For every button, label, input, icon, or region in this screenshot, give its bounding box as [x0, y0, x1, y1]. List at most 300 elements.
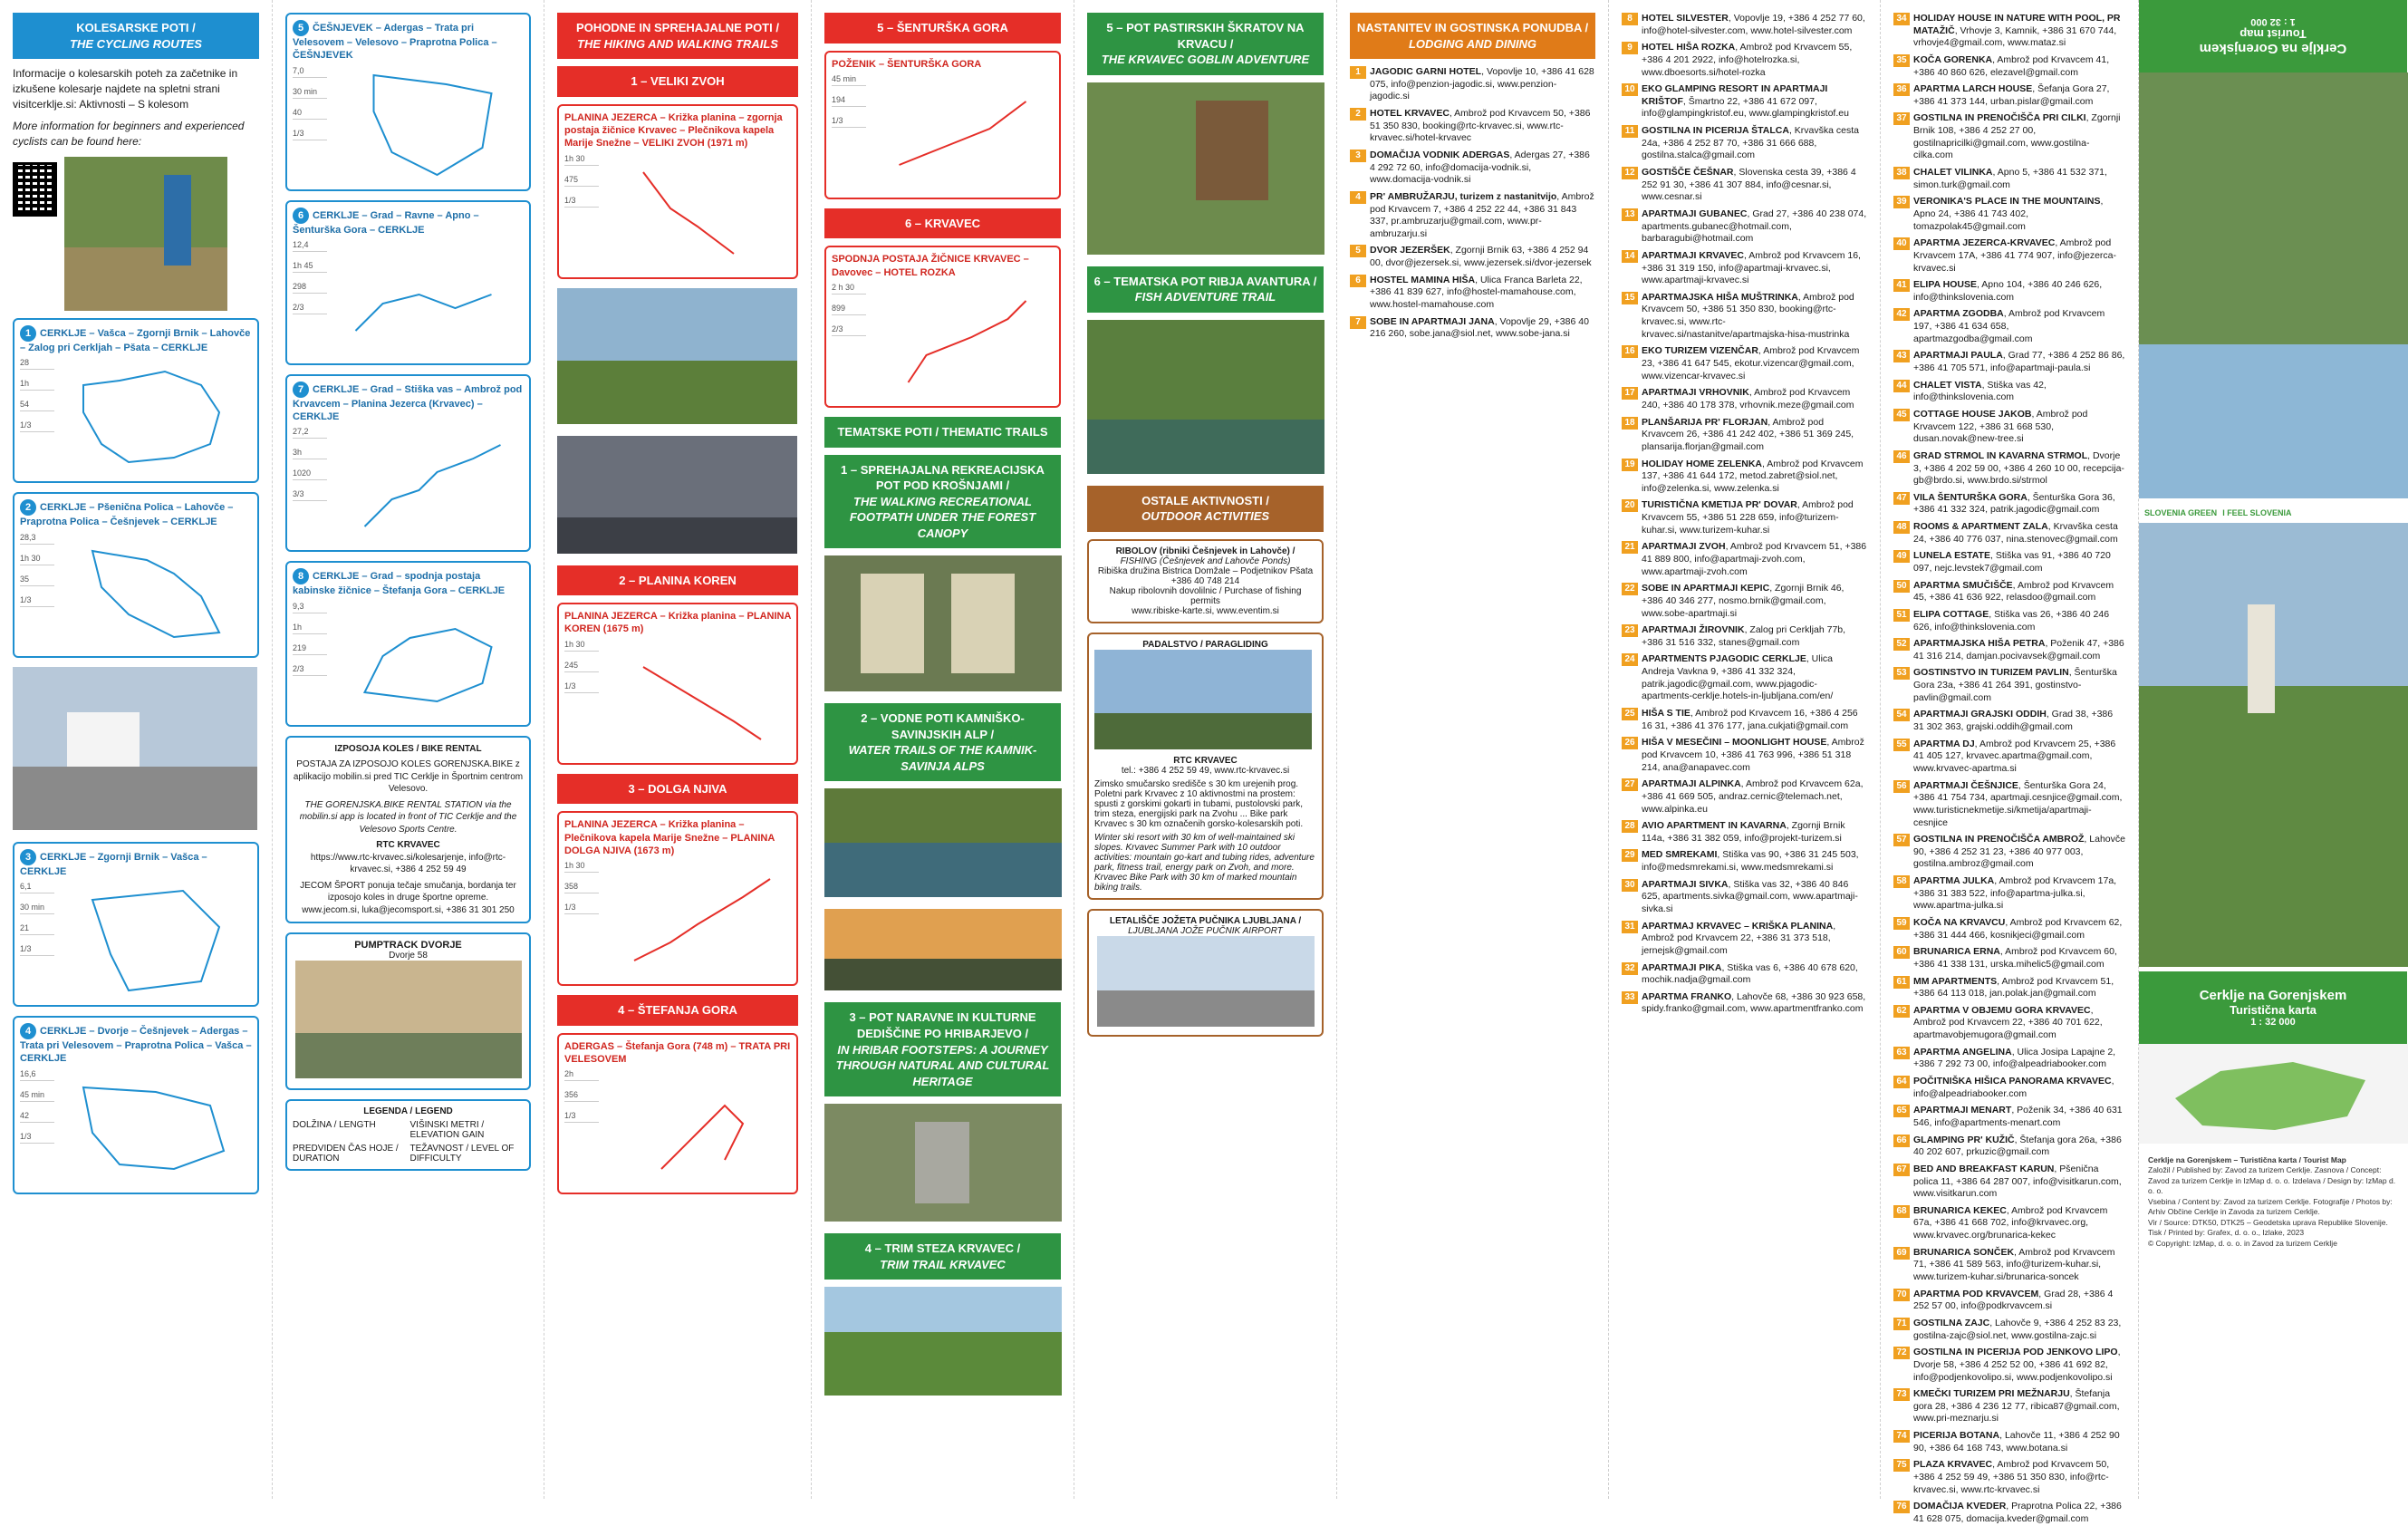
lodging-name: APARTMAJI PIKA	[1642, 961, 1722, 973]
lodging-contact: Ambrož pod Krvavcem 22, +386 31 373 518, jernejsk@gmail.com	[1642, 932, 1831, 956]
lodging-number: 10	[1622, 83, 1638, 96]
hiking-subtitle: THE HIKING AND WALKING TRAILS	[577, 36, 778, 51]
lodging-text: PLAZA KRVAVEC, Ambrož pod Krvavcem 50, +386 4 252 59 49, +386 51 350 830, info@rtc-krvavec.si, www.rtc-krvavec.si	[1913, 1459, 2110, 1495]
lodging-contact: Apno 5, +386 41 532 371, simon.turk@gmail.com	[1913, 167, 2107, 190]
lodging-contact: Ambrož pod Krvavcem 51, +386 64 113 018, jan.polak.jan@gmail.com	[1913, 975, 2114, 1000]
theme-title: 3 – POT NARAVNE IN KULTURNE DEDIŠČINE PO HRIBARJEVO /	[849, 1010, 1036, 1040]
airport-box	[1087, 909, 1324, 1037]
lodging-contact: Ambrož pod Krvavcem 51, +386 41 889 800, info@apartmaji-zvoh.com, www.apartmaji-zvoh.com	[1642, 541, 1867, 577]
lodging-number: 70	[1893, 1289, 1910, 1301]
fishing-box	[1087, 539, 1324, 623]
lodging-item[interactable]	[1622, 991, 1867, 1016]
lodging-number: 9	[1622, 42, 1638, 54]
lodging-item[interactable]	[1893, 976, 2125, 1000]
lodging-text: APARTMAJI ŽIROVNIK, Zalog pri Cerkljah 77b, +386 31 516 332, stanes@gmail.com	[1642, 624, 1846, 648]
lodging-item[interactable]	[1350, 108, 1595, 145]
lodging-number: 66	[1893, 1135, 1910, 1147]
hike-2-header: 2 – PLANINA KOREN	[557, 565, 798, 596]
lodging-number: 33	[1622, 991, 1638, 1004]
lodging-text: KOČA NA KRVAVCU, Ambrož pod Krvavcem 62, +386 31 444 466, kosnikjeci@gmail.com	[1913, 917, 2123, 941]
lodging-item[interactable]	[1893, 54, 2125, 79]
other-title: OSTALE AKTIVNOSTI /	[1141, 493, 1269, 507]
lodging-item[interactable]	[1622, 962, 1867, 987]
lodging-item[interactable]	[1622, 208, 1867, 246]
lodging-text: APARTMAJ KRVAVEC – KRIŠKA PLANINA, Ambrož pod Krvavcem 22, +386 31 373 518, jernejsk@gmail.com	[1642, 920, 1836, 956]
pumptrack-sub: Dvorje 58	[389, 951, 428, 961]
lodging-text: EKO TURIZEM VIZENČAR, Ambrož pod Krvavcem 23, +386 41 647 545, ekotur.vizencar@gmail.com, www.vizencar-krvavec.si	[1642, 345, 1860, 382]
lodging-text: APARTMAJSKA HIŠA MUŠTRINKA, Ambrož pod Krvavcem 50, +386 51 350 830, booking@rtc-krvavec.si, www.rtc-krvavec.si/nastanitve/apartmajska-hisa-mustrinka	[1642, 291, 1854, 340]
lodging-text: APARTMA DJ, Ambrož pod Krvavcem 25, +386 41 405 127, krvavec.apartma@gmail.com, www.krvavec-apartma.si	[1913, 738, 2116, 774]
route-map	[60, 1069, 252, 1187]
lodging-text: APARTMA POD KRVAVCEM, Grad 28, +386 4 252 57 00, info@podkrvavcem.si	[1913, 1288, 2114, 1312]
lodging-item[interactable]	[1893, 1388, 2125, 1425]
lodging-item[interactable]	[1893, 1430, 2125, 1454]
lodging-number: 13	[1622, 208, 1638, 221]
route-stats: 7,0 30 min 40 1/3	[293, 66, 327, 184]
lodging-item[interactable]	[1893, 1501, 2125, 1525]
cycling-route-6[interactable]	[285, 200, 531, 365]
lodging-contact: Grad 28, +386 4 252 57 00, info@podkrvavcem.si	[1913, 1288, 2114, 1312]
lodging-item[interactable]	[1893, 1047, 2125, 1071]
route-stats: 28 1h 54 1/3	[20, 358, 54, 476]
hike-6-card[interactable]	[824, 246, 1061, 408]
lodging-item[interactable]	[1893, 875, 2125, 913]
theme-title-en: THE WALKING RECREATIONAL FOOTPATH UNDER THE FOREST CANOPY	[849, 494, 1036, 540]
slovenia-map	[2139, 1044, 2408, 1144]
hike-2-card[interactable]	[557, 603, 798, 765]
route-number: 2	[20, 499, 36, 516]
rtc-text-en: Winter ski resort with 30 km of well-maintained ski slopes. Krvavec Summer Park with 10 outdoor activities: mountain go-kart and tubing rides, adventure park, fitness trail, energy park on Zvoh, and more. Krvavec Bike Park with 30 km of marked mountain biking trails.	[1094, 832, 1315, 893]
lodging-text: PLANŠARIJA PR' FLORJAN, Ambrož pod Krvavcem 26, +386 41 242 402, +386 51 369 245, plansarija.florjan@gmail.com	[1642, 416, 1854, 452]
lodging-text: POČITNIŠKA HIŠICA PANORAMA KRVAVEC, info@alpeadriabooker.com	[1913, 1076, 2114, 1099]
lodging-item[interactable]	[1893, 380, 2125, 404]
lodging-item[interactable]	[1893, 196, 2125, 233]
other-subtitle: OUTDOOR ACTIVITIES	[1141, 509, 1270, 524]
theme-title-en: FISH ADVENTURE TRAIL	[1134, 290, 1276, 304]
theme-title-en: WATER TRAILS OF THE KAMNIK-SAVINJA ALPS	[848, 743, 1037, 773]
lodging-number: 51	[1893, 609, 1910, 622]
lodging-number: 34	[1893, 13, 1910, 25]
paragliding-box	[1087, 633, 1324, 900]
lodging-item[interactable]	[1622, 345, 1867, 382]
lodging-text: HOTEL HIŠA ROZKA, Ambrož pod Krvavcem 55, +386 4 201 2922, info@hotelrozka.si, www.dboesorts.si/hotel-rozka	[1642, 42, 1853, 78]
fishing-url[interactable]: www.ribiske-karte.si, www.eventim.si	[1132, 605, 1279, 616]
hike-1-header: 1 – VELIKI ZVOH	[557, 66, 798, 97]
lodging-item[interactable]	[1893, 1318, 2125, 1342]
lodging-item[interactable]	[1893, 1164, 2125, 1201]
route-map	[872, 74, 1054, 192]
lodging-item[interactable]	[1893, 308, 2125, 345]
rental-title: IZPOSOJA KOLES / BIKE RENTAL	[334, 743, 482, 754]
lodging-number: 29	[1622, 849, 1638, 862]
theme-title-en: TRIM TRAIL KRVAVEC	[880, 1257, 1006, 1271]
lodging-list	[1893, 13, 2125, 1526]
cycling-header	[13, 13, 259, 59]
lodging-contact: Dvorje 58, +386 4 252 52 00, +386 41 692 82, info@podjenkovolipo.si, www.podjenkovolipo.si	[1913, 1358, 2113, 1383]
lodging-item[interactable]	[1893, 13, 2125, 50]
lodging-name: HOLIDAY HOUSE IN NATURE WITH POOL, PR MATAŽIČ	[1913, 13, 2121, 36]
lodging-item[interactable]	[1893, 609, 2125, 633]
lodging-number: 41	[1893, 279, 1910, 292]
copyright: © Copyright: IzMap, d. o. o. in Zavod za turizem Cerklje	[2148, 1238, 2337, 1248]
theme-4-header	[824, 1233, 1061, 1280]
lodging-name: APARTMA ZGODBA	[1913, 308, 2004, 320]
bust-photo	[824, 1104, 1061, 1222]
lodging-number: 1	[1350, 66, 1366, 79]
lodging-name: HOTEL KRVAVEC	[1370, 108, 1450, 120]
lodging-contact: Ambrož pod Krvavcem 122, +386 31 668 530, dusan.novak@new-tree.si	[1913, 408, 2088, 445]
lodging-item[interactable]	[1622, 541, 1867, 578]
route-number: 5	[293, 20, 309, 36]
legend-duration: PREDVIDEN ČAS HOJE / DURATION	[293, 1144, 399, 1164]
lodging-item[interactable]	[1622, 417, 1867, 454]
lodging-contact: Ambrož pod Krvavcem 26, +386 41 242 402, +386 51 369 245, plansarija.florjan@gmail.com	[1642, 416, 1854, 452]
hike-5-card[interactable]	[824, 51, 1061, 199]
jecom-contact[interactable]: www.jecom.si, luka@jecomsport.si, +386 31 301 250	[302, 904, 515, 915]
route-stats: 1h 30 245 1/3	[564, 640, 599, 758]
lodging-item[interactable]	[1622, 499, 1867, 536]
lodging-item[interactable]	[1893, 350, 2125, 374]
route-map	[332, 602, 524, 720]
lodging-item[interactable]	[1893, 112, 2125, 162]
route-number: 6	[293, 208, 309, 224]
lodging-contact: Ambrož pod Krvavcem 17a, +386 31 383 522, info@apartma-julka.si, www.apartma-julka.si	[1913, 875, 2117, 912]
credits-text: Založil / Published by: Zavod za turizem Cerklje. Zasnova / Concept: Zavod za turizem Cerklje in IzMap d. o. o. Izdelava / Design by: IzMap d. o. o.	[2148, 1165, 2396, 1196]
lodging-text: PICERIJA BOTANA, Lahovče 11, +386 4 252 90 90, +386 64 168 743, www.botana.si	[1913, 1430, 2120, 1454]
lodging-item[interactable]	[1622, 459, 1867, 496]
route-stats: 6,1 30 min 21 1/3	[20, 882, 54, 1000]
lodging-number: 68	[1893, 1205, 1910, 1218]
lodging-contact: Poženik 34, +386 40 631 546, info@apartments-menart.com	[1913, 1105, 2123, 1128]
cycling-route-2[interactable]	[13, 492, 259, 657]
lodging-text: GOSTINSTVO IN TURIZEM PAVLIN, Šenturška Gora 23a, +386 41 264 391, gostinstvo-pavlin@gmail.com	[1913, 667, 2117, 703]
lodging-text: GOSTILNA IN PICERIJA POD JENKOVO LIPO, Dvorje 58, +386 4 252 52 00, +386 41 692 82, info@podjenkovolipo.si, www.podjenkovolipo.si	[1913, 1347, 2121, 1383]
lodging-number: 72	[1893, 1347, 1910, 1359]
lodging-name: JAGODIC GARNI HOTEL	[1370, 66, 1482, 78]
route-map	[332, 66, 524, 184]
cover-top-subheading: Tourist map	[2239, 27, 2307, 41]
lodging-item[interactable]	[1893, 667, 2125, 704]
lodging-contact: Ambrož pod Krvavcem 62a, +386 41 669 505, andraz.cernic@telemach.net, www.alpinka.eu	[1642, 778, 1864, 815]
rtc-contact[interactable]: tel.: +386 4 252 59 49, www.rtc-krvavec.si	[1121, 765, 1290, 776]
lodging-name: GOSTILNA IN PICERIJA POD JENKOVO LIPO	[1913, 1347, 2118, 1358]
lodging-name: APARTMA FRANKO	[1642, 990, 1732, 1002]
lodging-contact: Štefanja gora 26a, +386 40 202 607, prkuzic@gmail.com	[1913, 1134, 2122, 1158]
lodging-contact: Ambrož pod Krvavcem 67a, +386 41 668 702, info@krvavec.org, www.krvavec.org/brunarica-kekec	[1913, 1204, 2108, 1241]
lodging-contact: Ambrož pod Krvavcem 137, +386 41 644 172, metod.zabret@siol.net, info@zelenka.si, www.zelenka.si	[1642, 458, 1864, 494]
lodging-name: GOSTILNA IN PRENOČIŠČA PRI CILKI	[1913, 112, 2086, 124]
lodging-item[interactable]	[1350, 150, 1595, 187]
lodging-name: GRAD STRMOL IN KAVARNA STRMOL	[1913, 449, 2088, 461]
hike-3-header: 3 – DOLGA NJIVA	[557, 774, 798, 805]
lodging-name: HIŠA S TIE	[1642, 708, 1690, 720]
theme-2-header	[824, 703, 1061, 781]
lodging-item[interactable]	[1622, 292, 1867, 342]
lodging-contact: Lahovče 11, +386 4 252 90 90, +386 64 168 743, www.botana.si	[1913, 1430, 2120, 1454]
cover-scale: 1 : 32 000	[2250, 1017, 2296, 1028]
lodging-item[interactable]	[1622, 879, 1867, 916]
lodging-number: 40	[1893, 237, 1910, 250]
lodging-text: APARTMAJI VRHOVNIK, Ambrož pod Krvavcem 240, +386 40 178 378, vrhovnik.meze@gmail.com	[1642, 387, 1854, 410]
lodging-name: KOČA GORENKA	[1913, 53, 1993, 65]
lodging-contact: Stiška vas 91, +386 40 720 097, nejc.levstek7@gmail.com	[1913, 550, 2111, 574]
krvavec-contact[interactable]: https://www.rtc-krvavec.si/kolesarjenje, info@rtc-krvavec.si, +386 4 252 59 49	[310, 852, 506, 875]
route-map	[60, 533, 252, 651]
lodging-contact: info@alpeadriabooker.com	[1913, 1087, 2028, 1099]
lodging-item[interactable]	[1350, 275, 1595, 312]
lodging-item[interactable]	[1893, 1135, 2125, 1159]
hike-2-title: PLANINA JEZERCA – Križka planina – PLANINA KOREN (1675 m)	[564, 611, 791, 635]
lodging-contact: Grad 27, +386 40 238 074, apartments.gubanec@hotmail.com, barbaragubi@hotmail.com	[1642, 208, 1867, 245]
lodging-text: MM APARTMENTS, Ambrož pod Krvavcem 51, +386 64 113 018, jan.polak.jan@gmail.com	[1913, 975, 2114, 1000]
lodging-contact: Stiška vas 90, +386 31 245 503, info@medsmrekami.si, www.medsmrekami.si	[1642, 849, 1859, 874]
pumptrack-box	[285, 932, 531, 1090]
lodging-text: SOBE IN APARTMAJI KEPIC, Zgornji Brnik 46, +386 40 346 277, nosmo.brnik@gmail.com, www.sobe-apartmaji.si	[1642, 583, 1845, 619]
lodging-name: HOTEL SILVESTER	[1642, 13, 1729, 24]
lodging-number: 57	[1893, 834, 1910, 846]
lodging-number: 56	[1893, 780, 1910, 793]
chairlift-photo	[557, 436, 798, 554]
lodging-text: GOSTILNA IN PRENOČIŠČA AMBROŽ, Lahovče 90, +386 4 252 31 23, +386 40 977 003, gostilna.ambroz@gmail.com	[1913, 834, 2125, 870]
lodging-item[interactable]	[1622, 13, 1867, 37]
lodging-number: 71	[1893, 1318, 1910, 1330]
fishing-title-en: FISHING (Češnjevek and Lahovče Ponds)	[1120, 555, 1291, 566]
hike-1-card[interactable]	[557, 104, 798, 279]
lodging-item[interactable]	[1893, 739, 2125, 776]
lodging-item[interactable]	[1893, 780, 2125, 830]
lodging-name: PR' AMBRUŽARJU, turizem z nastanitvijo	[1370, 190, 1557, 202]
theme-6-header	[1087, 266, 1324, 313]
lodging-name: AVIO APARTMENT IN KAVARNA	[1642, 820, 1787, 832]
lodging-number: 31	[1622, 921, 1638, 933]
green-badge: SLOVENIA GREEN	[2144, 508, 2218, 517]
lodging-item[interactable]	[1893, 709, 2125, 733]
lodging-contact: Štefanja gora 28, +386 4 236 12 77, ribica87@gmail.com, www.pri-meznarju.si	[1913, 1388, 2120, 1425]
lodging-item[interactable]	[1893, 450, 2125, 488]
lodging-name: APARTMAJSKA HIŠA PETRA	[1913, 638, 2046, 650]
lodging-name: BRUNARICA SONČEK	[1913, 1246, 2015, 1258]
route-title: ČEŠNJEVEK – Adergas – Trata pri Velesovem – Velesovo – Praprotna Polica – ČEŠNJEVEK	[293, 23, 497, 62]
lodging-contact: Ambrož pod Krvavcem 25, +386 41 405 127, krvavec.apartma@gmail.com, www.krvavec-apartma.si	[1913, 738, 2116, 774]
lodging-item[interactable]	[1622, 42, 1867, 79]
route-map	[332, 427, 524, 545]
route-map	[60, 358, 252, 476]
legend-elevation: VIŠINSKI METRI / ELEVATION GAIN	[409, 1120, 485, 1141]
lodging-text: HIŠA S TIE, Ambrož pod Krvavcem 16, +386 4 256 16 31, +386 41 376 177, jana.cukjati@gmail.com	[1642, 708, 1858, 731]
lodging-text: APARTMAJI PAULA, Grad 77, +386 4 252 86 86, +386 41 705 571, info@apartmaji-paula.si	[1913, 350, 2125, 374]
hike-4-title: ADERGAS – Štefanja Gora (748 m) – TRATA PRI VELESOVEM	[564, 1040, 791, 1065]
lodging-name: APARTMAJI GUBANEC	[1642, 208, 1748, 219]
lodging-item[interactable]	[1622, 653, 1867, 703]
lodging-name: KMEČKI TURIZEM PRI MEŽNARJU	[1913, 1388, 2070, 1400]
lodging-item[interactable]	[1893, 83, 2125, 108]
route-title: CERKLJE – Grad – Stiška vas – Ambrož pod Krvavcem – Planina Jezerca (Krvavec) – CERKLJE	[293, 383, 523, 423]
hike-6-header: 6 – KRVAVEC	[824, 208, 1061, 239]
lodging-item[interactable]	[1622, 921, 1867, 958]
lodging-text: CHALET VILINKA, Apno 5, +386 41 532 371, simon.turk@gmail.com	[1913, 167, 2107, 190]
lodging-name: GOSTILNA IN PICERIJA ŠTALCA	[1642, 125, 1789, 137]
route-stats: 2h 356 1/3	[564, 1069, 599, 1187]
lodging-contact: Ambrož pod Krvavcem 50, +386 51 350 830, booking@rtc-krvavec.si, www.rtc-krvavec.si/nastanitve/apartmajska-hisa-mustrinka	[1642, 291, 1854, 340]
lodging-item[interactable]	[1893, 946, 2125, 971]
route-title: CERKLJE – Vašca – Zgornji Brnik – Lahovče – Zalog pri Cerkljah – Pšata – CERKLJE	[20, 328, 251, 354]
lodging-item[interactable]	[1350, 191, 1595, 241]
lodging-item[interactable]	[1350, 66, 1595, 103]
lodging-name: LUNELA ESTATE	[1913, 550, 1990, 562]
fishing-permits: Nakup ribolovnih dovolilnic / Purchase of fishing permits	[1109, 585, 1302, 606]
cycling-route-8[interactable]	[285, 561, 531, 726]
cycling-route-3[interactable]	[13, 842, 259, 1007]
lodging-contact: Stiška vas 26, +386 40 246 626, info@thinkslovenia.com	[1913, 608, 2110, 633]
lodging-text: HOLIDAY HOUSE IN NATURE WITH POOL, PR MATAŽIČ, Vrhovje 3, Kamnik, +386 31 670 744, vrhovje4@gmail.com, www.mataz.si	[1913, 13, 2121, 49]
lodging-item[interactable]	[1622, 250, 1867, 287]
lodging-item[interactable]	[1893, 492, 2125, 517]
lodging-name: ELIPA HOUSE	[1913, 279, 1978, 291]
lodging-item[interactable]	[1622, 820, 1867, 845]
lodging-number: 54	[1893, 709, 1910, 721]
lodging-number: 39	[1893, 196, 1910, 208]
cover-heading: Cerklje na Gorenjskem	[2199, 988, 2347, 1003]
theme-title: 4 – TRIM STEZA KRVAVEC /	[864, 1241, 1021, 1256]
lodging-column-2	[1608, 0, 1880, 1499]
lodging-item[interactable]	[1622, 737, 1867, 774]
lodging-contact: Lahovče 9, +386 4 252 83 23, gostilna-zajc@siol.net, www.gostilna-zajc.si	[1913, 1317, 2122, 1341]
lodging-item[interactable]	[1893, 1289, 2125, 1313]
lodging-item[interactable]	[1893, 1076, 2125, 1100]
lodging-item[interactable]	[1893, 521, 2125, 546]
lodging-item[interactable]	[1893, 1347, 2125, 1384]
lodging-item[interactable]	[1622, 167, 1867, 204]
cycling-route-1[interactable]	[13, 318, 259, 483]
lodging-name: APARTMAJ KRVAVEC – KRIŠKA PLANINA	[1642, 920, 1834, 932]
lodging-number: 19	[1622, 459, 1638, 471]
route-number: 8	[293, 568, 309, 584]
hike-4-header: 4 – ŠTEFANJA GORA	[557, 995, 798, 1026]
lodging-name: APARTMA POD KRVAVCEM	[1913, 1288, 2039, 1299]
lodging-contact: Lahovče 90, +386 4 252 31 23, +386 40 977 003, gostilna.ambroz@gmail.com	[1913, 834, 2125, 870]
theme-title: 6 – TEMATSKA POT RIBJA AVANTURA /	[1093, 274, 1317, 288]
lodging-text: LUNELA ESTATE, Stiška vas 91, +386 40 720 097, nejc.levstek7@gmail.com	[1913, 550, 2111, 574]
other-activities-header	[1087, 486, 1324, 532]
lodging-text: HIŠA V MESEČINI – MOONLIGHT HOUSE, Ambrož pod Krvavcem 10, +386 41 763 996, +386 51 318 214, ana@anapavec.com	[1642, 737, 1864, 773]
lodging-name: BED AND BREAKFAST KARUN	[1913, 1163, 2055, 1174]
lodging-text: ROOMS & APARTMENT ZALA, Krvavška cesta 24, +386 40 776 037, nina.stenovec@gmail.com	[1913, 521, 2118, 545]
lodging-item[interactable]	[1622, 583, 1867, 620]
lodging-item[interactable]	[1893, 917, 2125, 942]
lodging-item[interactable]	[1893, 580, 2125, 604]
hike-4-card[interactable]	[557, 1033, 798, 1195]
lodging-contact: Krvavška cesta 24, +386 40 776 037, nina.stenovec@gmail.com	[1913, 521, 2118, 545]
legend-difficulty: TEŽAVNOST / LEVEL OF DIFFICULTY	[409, 1144, 515, 1164]
lodging-item[interactable]	[1893, 409, 2125, 446]
lodging-item[interactable]	[1350, 245, 1595, 269]
route-title: CERKLJE – Grad – spodnja postaja kabinske žičnice – Štefanja Gora – CERKLJE	[293, 571, 506, 597]
lodging-item[interactable]	[1622, 624, 1867, 649]
lodging-contact: Šenturška Gora 36, +386 41 332 324, patrik.jagodic@gmail.com	[1913, 491, 2115, 516]
lodging-number: 46	[1893, 450, 1910, 463]
lodging-text: SOBE IN APARTMAJI JANA, Vopovlje 29, +386 40 216 260, sobe.jana@siol.net, www.sobe-jana.si	[1370, 315, 1589, 340]
lodging-number: 69	[1893, 1247, 1910, 1260]
lodging-name: APARTMAJSKA HIŠA MUŠTRINKA	[1642, 291, 1798, 303]
lodging-item[interactable]	[1893, 167, 2125, 191]
lodging-header	[1350, 13, 1595, 59]
route-title: CERKLJE – Grad – Ravne – Apno – Šenturška Gora – CERKLJE	[293, 209, 479, 236]
lodging-name: VERONIKA'S PLACE IN THE MOUNTAINS	[1913, 196, 2101, 208]
cover-photo-top	[2139, 72, 2408, 498]
jecom-text: JECOM ŠPORT ponuja tečaje smučanja, bordanja ter izposojo koles in druge športne opreme.	[300, 880, 516, 903]
lodging-number: 4	[1350, 191, 1366, 204]
route-stats: 9,3 1h 219 2/3	[293, 602, 327, 720]
lodging-item[interactable]	[1622, 849, 1867, 874]
qr-code-icon[interactable]	[13, 162, 57, 217]
lodging-contact: Ambrož pod Krvavcem 197, +386 41 634 658, apartmazgodba@gmail.com	[1913, 308, 2105, 344]
lodging-item[interactable]	[1893, 237, 2125, 275]
lodging-text: APARTMA SMUČIŠČE, Ambrož pod Krvavcem 45, +386 41 636 922, relasdoo@gmail.com	[1913, 579, 2114, 604]
lodging-contact: Ambrož pod Krvavcem 50, +386 51 350 830, booking@rtc-krvavec.si, www.rtc-krvavec.si/hotel-krvavec	[1370, 108, 1591, 144]
lodging-contact: Ulica Franca Barleta 22, +386 41 839 627, info@hostel-mamahouse.com, www.hostel-mamahouse.com	[1370, 274, 1583, 310]
lodging-text: BRUNARICA SONČEK, Ambrož pod Krvavcem 71, +386 41 589 563, info@turizem-kuhar.si, www.turizem-kuhar.si/brunarica-soncek	[1913, 1246, 2115, 1283]
lodging-item[interactable]	[1622, 778, 1867, 816]
lodging-item[interactable]	[1350, 316, 1595, 341]
cycling-route-5[interactable]	[285, 13, 531, 191]
lodging-item[interactable]	[1893, 1247, 2125, 1284]
cycling-intro-en: More information for beginners and experienced cyclists can be found here:	[13, 120, 245, 149]
lodging-list	[1350, 66, 1595, 341]
lodging-item[interactable]	[1893, 638, 2125, 662]
hike-1-title: PLANINA JEZERCA – Križka planina – zgornja postaja žičnice Krvavec – Plečnikova kapela Marije Snežne – VELIKI ZVOH (1971 m)	[564, 111, 783, 150]
lodging-contact: Zgornji Brnik 46, +386 40 346 277, nosmo.brnik@gmail.com, www.sobe-apartmaji.si	[1642, 583, 1845, 619]
route-stats: 27,2 3h 1020 3/3	[293, 427, 327, 545]
cycling-route-4[interactable]	[13, 1016, 259, 1194]
lodging-name: CHALET VILINKA	[1913, 167, 1993, 179]
lodging-item[interactable]	[1622, 708, 1867, 732]
lodging-item[interactable]	[1893, 834, 2125, 871]
lodging-number: 6	[1350, 275, 1366, 287]
sunset-photo	[824, 909, 1061, 990]
lodging-item[interactable]	[1622, 125, 1867, 162]
lodging-item[interactable]	[1622, 83, 1867, 121]
lodging-contact: Krvavška cesta 24a, +386 4 252 87 70, +386 31 666 688, gostilna.stalca@gmail.com	[1642, 125, 1859, 161]
lodging-name: APARTMAJI GRAJSKI ODDIH	[1913, 709, 2047, 720]
lodging-number: 11	[1622, 125, 1638, 138]
cycling-intro: Informacije o kolesarskih poteh za začetnike in izkušene kolesarje najdete na spletni strani visitcerklje.si: Aktivnosti – S kolesom	[13, 67, 238, 111]
lodging-number: 50	[1893, 580, 1910, 593]
lodging-item[interactable]	[1893, 1005, 2125, 1042]
lodging-item[interactable]	[1893, 279, 2125, 304]
cover-column	[2138, 0, 2407, 1499]
lodging-name: ELIPA COTTAGE	[1913, 608, 1989, 620]
lodging-number: 38	[1893, 167, 1910, 179]
lodging-number: 2	[1350, 108, 1366, 121]
lodging-text: DOMAČIJA VODNIK ADERGAS, Adergas 27, +386 4 292 72 60, info@domacija-vodnik.si, www.domacija-vodnik.si	[1370, 149, 1590, 186]
lodging-text: APARTMA V OBJEMU GORA KRVAVEC, Ambrož pod Krvavcem 22, +386 40 701 622, apartmavobjemugora@gmail.com	[1913, 1004, 2103, 1041]
cycling-route-7[interactable]	[285, 374, 531, 553]
lodging-item[interactable]	[1893, 550, 2125, 575]
lodging-number: 44	[1893, 380, 1910, 392]
lodging-text: APARTMAJI GRAJSKI ODDIH, Grad 38, +386 31 302 363, grajski.oddih@gmail.com	[1913, 709, 2114, 733]
lodging-text: BRUNARICA ERNA, Ambrož pod Krvavcem 60, +386 41 338 131, urska.mihelic5@gmail.com	[1913, 946, 2117, 970]
route-stats: 45 min 194 1/3	[832, 74, 866, 192]
lodging-item[interactable]	[1893, 1459, 2125, 1496]
lodging-text: APARTMAJI GUBANEC, Grad 27, +386 40 238 074, apartments.gubanec@hotmail.com, barbaragubi@hotmail.com	[1642, 208, 1867, 245]
lodging-item[interactable]	[1622, 387, 1867, 411]
credits-text-3: Vir / Source: DTK50, DTK25 – Geodetska uprava Republike Slovenije. Tisk / Printed by: Grafex, d. o. o., Izlake, 2023	[2148, 1217, 2388, 1238]
lodging-item[interactable]	[1893, 1105, 2125, 1129]
cycling-column-2	[272, 0, 544, 1499]
hike-3-card[interactable]	[557, 811, 798, 986]
lodging-item[interactable]	[1893, 1205, 2125, 1242]
lodging-text: APARTMAJI PIKA, Stiška vas 6, +386 40 678 620, mochik.nadja@gmail.com	[1642, 961, 1858, 986]
